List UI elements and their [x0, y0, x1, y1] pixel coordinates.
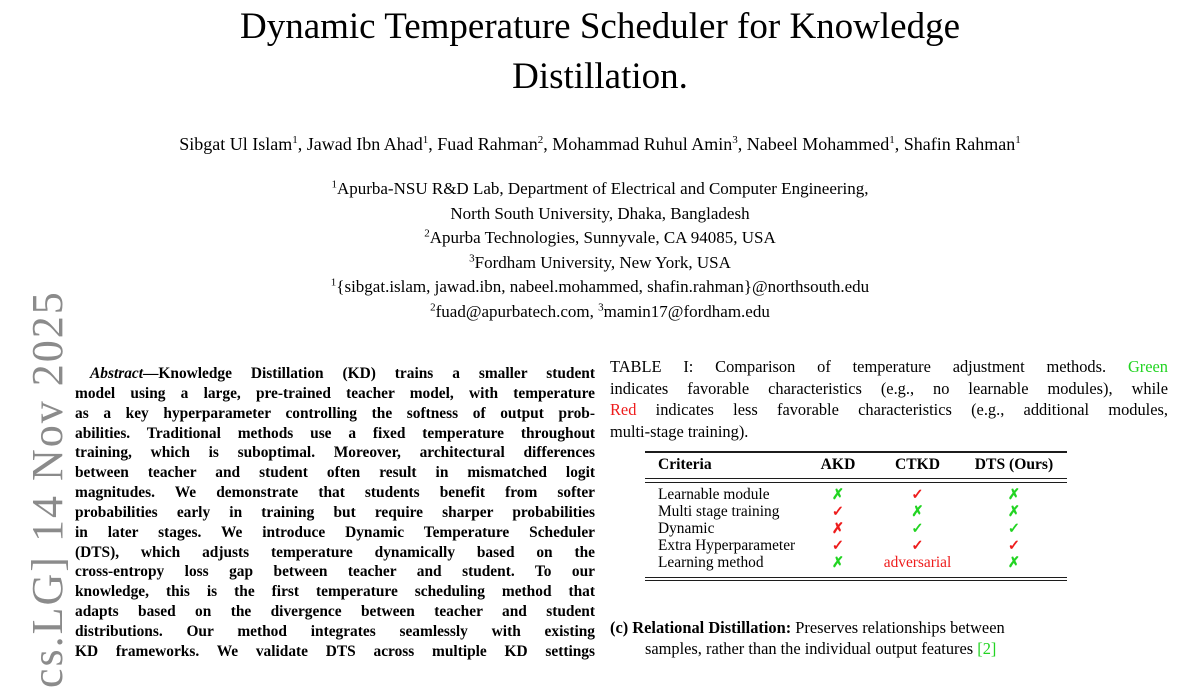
- table-bottom-rule: [645, 577, 1067, 582]
- author-superscript: 1: [1015, 134, 1021, 146]
- column-header: CTKD: [894, 456, 941, 474]
- cross-icon: ✗: [1007, 486, 1021, 503]
- row-label: Learnable module: [658, 485, 770, 503]
- caption-text: multi-stage training).: [610, 421, 749, 441]
- cross-icon: ✗: [1007, 554, 1021, 571]
- paper-title: [0, 2, 1200, 102]
- table-row: [645, 487, 1067, 504]
- author-name: Fuad Rahman: [437, 134, 538, 154]
- author-superscript: 3: [732, 134, 738, 146]
- abstract-line: model using a large, pre-trained teacher model, with temperature: [75, 384, 595, 402]
- caption-text: indicates favorable characteristics (e.g., no learnable modules), while: [610, 378, 1168, 398]
- abstract-line: [75, 364, 595, 384]
- abstract-text: —Knowledge Distillation (KD) trains a smaller student: [143, 365, 595, 382]
- abstract-line: cross-entropy loss gap between teacher and student. To our: [75, 563, 595, 581]
- table-cell: [802, 487, 874, 504]
- affiliation-text: fuad@apurbatech.com,: [435, 301, 599, 321]
- column-header: AKD: [820, 456, 856, 474]
- table-cell: [802, 538, 874, 555]
- caption-color-word: Red: [610, 400, 637, 420]
- affiliation-line: [0, 251, 1200, 276]
- adversarial-text: adversarial: [883, 553, 952, 571]
- column-header: DTS (Ours): [974, 456, 1054, 474]
- author-name: Shafin Rahman: [903, 134, 1016, 154]
- affiliations-block: [0, 177, 1200, 324]
- abstract-paragraph: [75, 364, 595, 662]
- paper-title-line-1: Dynamic Temperature Scheduler for Knowledge: [239, 6, 961, 47]
- abstract-lead: Abstract: [90, 365, 144, 382]
- table-cell: [802, 555, 874, 572]
- item-c-label: (c): [610, 618, 633, 637]
- table-cell: [874, 487, 961, 504]
- row-label: Multi stage training: [658, 502, 780, 520]
- abstract-line: between teacher and student often result in mismatched logit: [75, 464, 595, 482]
- affiliation-line: [0, 226, 1200, 251]
- cross-icon: ✗: [911, 503, 924, 520]
- author-name: Jawad Ibn Ahad: [306, 134, 423, 154]
- abstract-line-clipped: KD frameworks. We validate DTS across multiple KD settings: [75, 642, 595, 660]
- row-label: Extra Hyperparameter: [658, 536, 796, 554]
- affiliation-text: Fordham University, New York, USA: [474, 252, 731, 272]
- check-icon: ✓: [831, 503, 845, 520]
- paper-title-line-2: Distillation.: [512, 56, 688, 97]
- author-superscript: 1: [889, 134, 895, 146]
- affiliation-line: [0, 300, 1200, 325]
- table-row: [645, 521, 1067, 538]
- table-cell: [961, 521, 1067, 538]
- abstract-line: adapts based on the divergence between teacher and student: [75, 603, 595, 621]
- caption-line: [610, 378, 1168, 400]
- table-cell: [874, 555, 961, 572]
- table-cell: [961, 487, 1067, 504]
- row-label: Dynamic: [658, 519, 715, 537]
- cross-icon: ✗: [831, 554, 845, 571]
- affiliation-superscript: 2: [424, 227, 430, 240]
- affiliation-line: [0, 202, 1200, 227]
- arxiv-stamp: cs.LG] 14 Nov 2025: [23, 290, 72, 688]
- affiliation-superscript: 1: [330, 276, 337, 289]
- author-superscript: 2: [537, 134, 544, 146]
- item-c-line-2: [610, 638, 1168, 659]
- authors-line: [0, 134, 1200, 155]
- abstract-line: (DTS), which adjusts temperature dynamically based on the: [75, 543, 595, 561]
- affiliation-text: {sibgat.islam, jawad.ibn, nabeel.mohammed, shafin.rahman}@northsouth.edu: [336, 277, 870, 296]
- abstract-line: distributions. Our method integrates seamlessly with existing: [75, 622, 595, 640]
- table-row: [645, 555, 1067, 572]
- table-cell: [802, 504, 874, 521]
- table-cell: [961, 538, 1067, 555]
- table-header-row: [645, 453, 1067, 478]
- author-name: Nabeel Mohammed: [746, 134, 890, 154]
- right-column: [610, 356, 1168, 581]
- abstract-line: in later stages. We introduce Dynamic Temperature Scheduler: [75, 523, 595, 541]
- table-cell: [874, 504, 961, 521]
- item-c-text: Preserves relationships between: [795, 618, 1005, 637]
- item-c-text: samples, rather than the individual output features: [645, 639, 978, 658]
- cross-icon: ✗: [1007, 503, 1021, 520]
- table-cell: [874, 521, 961, 538]
- table-cell: [802, 521, 874, 538]
- table-body: [645, 483, 1067, 577]
- affiliation-superscript: 3: [469, 251, 475, 264]
- author-separator: ,: [297, 134, 307, 154]
- abstract-line: as a key hyperparameter controlling the softness of output prob-: [75, 404, 595, 422]
- author-superscript: 1: [422, 134, 429, 146]
- affiliation-superscript: 1: [331, 178, 337, 191]
- affiliation-text: Apurba-NSU R&D Lab, Department of Electrical and Computer Engineering,: [336, 179, 869, 198]
- table-row: [645, 538, 1067, 555]
- check-icon: ✓: [911, 520, 924, 537]
- abstract-line: knowledge, this is the first temperature scheduling method that: [75, 583, 595, 601]
- affiliation-text: North South University, Dhaka, Bangladesh: [450, 203, 750, 223]
- caption-line: [610, 421, 1168, 443]
- table-cell: [961, 504, 1067, 521]
- table-row: [645, 504, 1067, 521]
- check-icon: ✓: [911, 537, 924, 554]
- row-label: Learning method: [658, 553, 764, 571]
- author-separator: ,: [737, 134, 747, 154]
- table-cell: [961, 555, 1067, 572]
- citation-link[interactable]: [2]: [977, 639, 997, 658]
- abstract-line: magnitudes. We demonstrate that students benefit from softer: [75, 484, 595, 502]
- abstract-line: training, which is suboptimal. Moreover, architectural differences: [75, 444, 595, 462]
- cross-icon: ✗: [831, 486, 845, 503]
- table-caption: [610, 356, 1168, 442]
- comparison-table: [645, 451, 1067, 581]
- relational-distillation-item: [610, 617, 1168, 659]
- caption-line: [610, 399, 1168, 421]
- author-separator: ,: [543, 134, 553, 154]
- abstract-line: probabilities early in training but require sharper probabilities: [75, 503, 595, 521]
- author-separator: ,: [428, 134, 438, 154]
- affiliation-superscript: 3: [598, 300, 604, 313]
- caption-color-word: Green: [1127, 357, 1168, 376]
- affiliation-line: [0, 177, 1200, 202]
- affiliation-text: mamin17@fordham.edu: [603, 301, 770, 321]
- column-header: Criteria: [658, 456, 712, 474]
- author-name: Mohammad Ruhul Amin: [552, 134, 733, 154]
- author-name: Sibgat Ul Islam: [179, 134, 293, 154]
- author-separator: ,: [894, 134, 904, 154]
- cross-icon: ✗: [831, 520, 845, 537]
- check-icon: ✓: [831, 537, 845, 554]
- check-icon: ✓: [1007, 520, 1021, 537]
- caption-text: indicates less favorable characteristics (e.g., additional modules,: [636, 400, 1168, 420]
- table-cell: [874, 538, 961, 555]
- author-superscript: 1: [292, 134, 298, 146]
- check-icon: ✓: [1007, 537, 1021, 554]
- item-c-label: Relational Distillation:: [632, 618, 796, 637]
- check-icon: ✓: [911, 486, 924, 503]
- affiliation-line: [0, 275, 1200, 300]
- item-c-line-1: [610, 617, 1168, 638]
- affiliation-superscript: 2: [430, 300, 436, 313]
- abstract-line: abilities. Traditional methods use a fixed temperature throughout: [75, 424, 595, 442]
- caption-text: TABLE I: Comparison of temperature adjustment methods.: [610, 357, 1128, 376]
- caption-line: [610, 356, 1168, 378]
- affiliation-text: Apurba Technologies, Sunnyvale, CA 94085, USA: [429, 228, 776, 247]
